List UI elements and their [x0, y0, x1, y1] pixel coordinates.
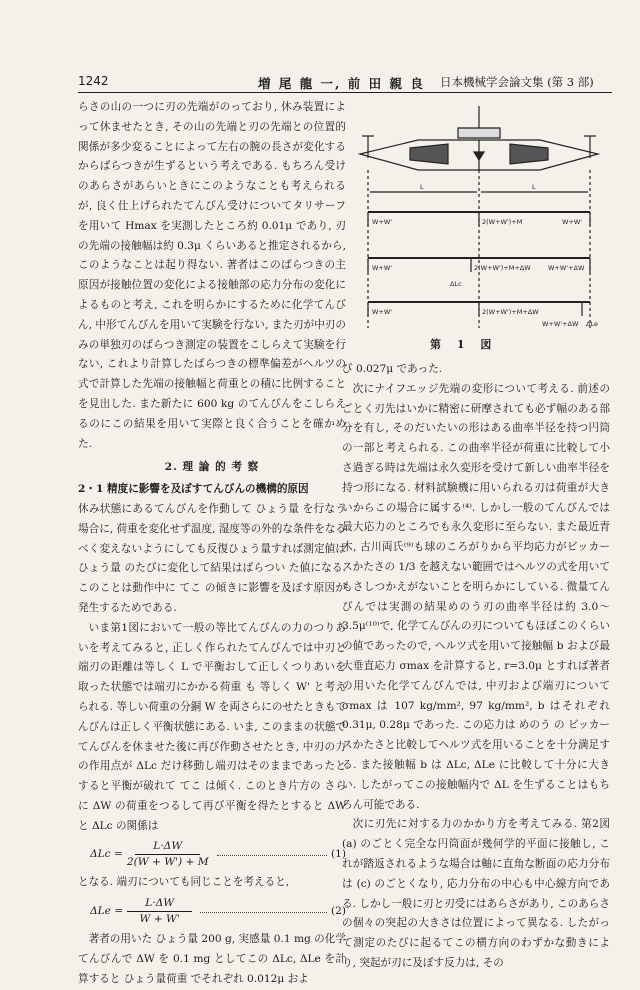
figure-delta-label: ΔLc: [450, 280, 462, 288]
left-column: [78, 98, 346, 990]
paragraph: び 0.027μ であった.: [342, 363, 443, 375]
equation-numerator: L·ΔW: [135, 839, 200, 855]
figure-load-label: W+W': [372, 218, 393, 226]
figure-load-label: 2(W+W')+M+ΔW: [474, 264, 531, 272]
equation-number: (1): [330, 848, 346, 861]
equation-numerator: L·ΔW: [127, 896, 192, 912]
equation-fraction: [127, 896, 192, 927]
figure-delta-label: ΔLe: [586, 320, 598, 328]
subsection-title: 2・1 精度に影響を及ぼすてんびんの機構的原因: [78, 483, 309, 496]
equation-number: (2): [330, 904, 346, 917]
paragraph: 著者の用いた ひょう量 200 g, 実感量 0.1 mg の化学てんびんで ΔW を 0.1 mg としてこの ΔLc, ΔLe を計算すると ひょう量荷重 でそれぞれ 0.012μ およ: [78, 933, 346, 985]
equation-leader: [217, 854, 327, 856]
header-rule: [78, 92, 612, 93]
figure-caption: 第 1 図: [430, 338, 498, 351]
paragraph: 次にナイフエッジ先端の変形について考える. 前述のごとく刃先はいかに精密に研摩されても必ず幅のある部分を有し, そのだいたいの形はある曲率半径を持つ円筒の一部と考えられる. この曲率半径が荷重に比較して小さ過ぎる時は先端は永久変形を受けて新しい曲率半径を持つ形になる. 材料試験機に用いられる刃は荷重が大きいからこの場合に属する⁽⁴⁾. しかし一般のてんびんでは最大応力のところでも永久変形に至らない. また最近青木, 古川両氏⁽⁹⁾も球のころがりから平均応力がビッカースかたさの 1/3 を越えない範囲ではヘルツの式を用いてもさしつかえがないことを明らかにしている. 微量てんびんでは実測の結果めのう刃の曲率半径は約 3.0〜3.5μ⁽¹⁰⁾で, 化学てんびんの刃についてもほぼこのくらいの値であったので, ヘルツ式を用いて接触幅 b および最大垂直応力 σmax を計算すると, r=3.0μ とすれば著者の用いた化学てんびんでは, 中刃および端刃について σmax は 107 kg/mm², 97 kg/mm², b はそれぞれ 0.31μ, 0.28μ であった. この応力は めのう の ビッカースかたさと比較してヘルツ式を用いることを十分満足する. また接触幅 b は ΔLc, ΔLe に比較して十分に大きい. したがってこの接触幅内で ΔL を生ずることはもちろん可能である.: [342, 382, 610, 811]
figure-label-L: L: [532, 183, 536, 191]
paragraph: らさの山の一つに刃の先端がのっており, 休み装置によって休ませたとき, その山の先端と刃の先端との位置的関係が多少変ることによって左右の腕の長さが変化するからばらつきが生ずるという考えである. もちろん受けのあらさがあらいときにこのようなことも考えられるが, 良く仕上げられたてんびん受けについてタリサーフを用いて Hmax を実測したところ約 0.01μ であり, 刃の先端の接触幅は約 0.3μ くらいあると推定されるから, このようなことは起り得ない. 著者はこのばらつきの主原因が接触位置の変化による接触部の応力分布の変化によるものと考え, これを明らかにするために化学てんびん, 中形てんびんを用いて実験を行ない, また刃が中刃のみの単独刃のばらつき測定の装置をこしらえて実験を行ない, これより計算したばらつきの標準偏差がヘルツの式で計算した先端の接触幅と荷重との積に比例することを見出した. また新たに 600 kg のてんびんをこしらえるのにこの結果を用いて実際と良く合うことを確かめた.: [78, 101, 347, 450]
page-number: 1242: [78, 74, 109, 88]
equation-2: [90, 896, 346, 927]
paragraph: 次に刃先に対する力のかかり方を考えてみる. 第2図 (a) のごとく完全な円筒面が幾何学的平面に接触し, これが踏返されるような場合は軸に直角な断面の応力分布は (c) のごとくなり, 応力分布の中心も中心線方向である. しかし一般に刃と刃受にはあらさがあり, このあらさの個々の突起の大きさは位置によって異なる. したがって測定のたびに起るてこの横方向のわずかな動きにより, 突起が刃に及ぼす反力は, その: [342, 818, 610, 969]
equation-lhs: ΔLe =: [90, 904, 124, 917]
header-authors: 増 尾 龍 一, 前 田 親 良: [258, 76, 425, 91]
figure-load-label: 2(W+W')+M: [482, 218, 523, 226]
figure-1-balance-diagram: [348, 100, 610, 332]
section-title: 2. 理 論 的 考 察: [164, 461, 260, 474]
right-column: [342, 360, 610, 974]
equation-fraction: [127, 839, 209, 870]
equation-denominator: W + W': [139, 913, 180, 926]
figure-load-label: W+W': [562, 218, 583, 226]
equation-denominator: 2(W + W') + M: [126, 856, 209, 869]
header-journal: 日本機械学会論文集 (第 3 部): [440, 75, 594, 89]
equation-1: [90, 839, 346, 870]
figure-load-label: W+W': [372, 264, 393, 272]
paragraph: いま第1図において一般の等比てんびんの力のつりあいを考えてみると, 正しく作られたてんびんでは中刃と端刃の距離は等しく L で平衡おして正しくつりあいを取った状態では端刃にかかる荷重 も 等しく W' と考えられる. 等しい荷重の分銅 W を両さらにのせたときもてんびんは正しく平衡状態にある. いま, このままの状態でてんびんを休ませた後に再び作動させたとき, 中刃の力の作用点が ΔLc だけ移動し端刃はそのままであったとすると平衡が破れて てこ は傾く. このとき片方の さらに ΔW の荷重をつるして再び平衡を得たとすると ΔW と ΔLc の関係は: [78, 621, 347, 832]
equation-leader: [200, 911, 327, 913]
equation-lhs: ΔLc =: [90, 848, 123, 861]
paragraph: となる. 端刃についても同じことを考えると,: [78, 876, 290, 889]
figure-load-label: W+W'+ΔW: [548, 264, 585, 272]
paragraph: 休み状態にあるてんびんを作動して ひょう量 を行なう場合に, 荷重を変化せず温度, 湿度等の外的な条件をなるべく変えないようにしても反復ひょう量すれば測定値は ひょう量 のたびに変化して結果はばらつい た値になる. このことは動作中に てこ の傾きに影響を及ぼす原因が発生するためである.: [78, 502, 346, 614]
figure-load-label: W+W': [372, 308, 393, 316]
balance-beam-drawing: [360, 106, 598, 328]
figure-load-label: W+W'+ΔW: [542, 320, 579, 328]
figure-load-label: 2(W+W')+M+ΔW: [482, 308, 539, 316]
figure-label-L: L: [420, 183, 424, 191]
